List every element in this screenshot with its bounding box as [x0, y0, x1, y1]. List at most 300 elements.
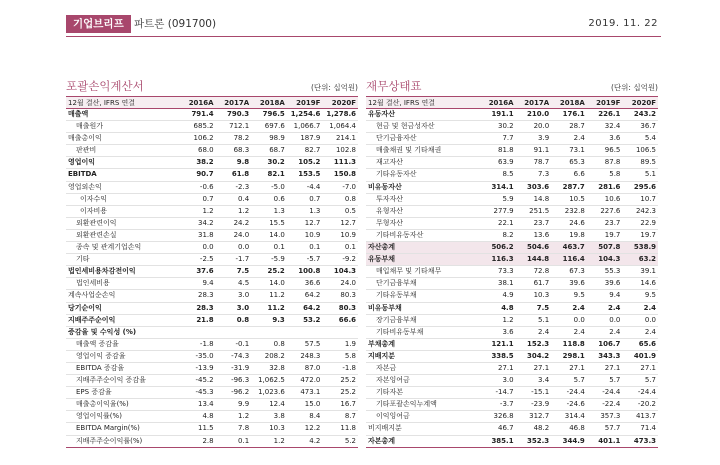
income-cell: 0.1 — [322, 242, 358, 254]
balance-cell: 3.9 — [516, 133, 552, 145]
balance-row-label: 유동부채 — [366, 254, 480, 266]
income-row-label: 외환관련이익 — [66, 217, 180, 229]
income-cell: 7.8 — [216, 423, 252, 435]
balance-cell: 67.3 — [551, 266, 587, 278]
income-row-label: 법인세비용차감전이익 — [66, 266, 180, 278]
income-row — [66, 399, 358, 411]
income-row-label: 영업외손익 — [66, 181, 180, 193]
income-cell: 57.5 — [287, 338, 323, 350]
balance-cell: 65.6 — [622, 338, 658, 350]
balance-row-label: 기타유동자산 — [366, 169, 480, 181]
income-cell: 21.8 — [180, 314, 216, 326]
income-cell — [322, 326, 358, 338]
balance-cell: 281.6 — [587, 181, 623, 193]
income-cell: 2.8 — [180, 435, 216, 447]
balance-cell: 2.4 — [551, 326, 587, 338]
balance-row-label: 비유동자산 — [366, 181, 480, 193]
income-row-label: 지배주주순이익 — [66, 314, 180, 326]
income-row — [66, 193, 358, 205]
balance-cell: 10.7 — [622, 193, 658, 205]
balance-row — [366, 181, 658, 193]
income-cell: 1.2 — [251, 435, 287, 447]
income-row-label: 매출액 증감율 — [66, 338, 180, 350]
income-cell: 12.2 — [287, 423, 323, 435]
income-row — [66, 254, 358, 266]
balance-cell: 27.1 — [551, 362, 587, 374]
income-row — [66, 133, 358, 145]
balance-cell: -24.4 — [587, 387, 623, 399]
balance-year-header: 2017A — [516, 97, 552, 109]
income-row-label: 영업이익률(%) — [66, 411, 180, 423]
balance-row — [366, 169, 658, 181]
balance-cell: 22.9 — [622, 217, 658, 229]
income-cell: 796.5 — [251, 109, 287, 121]
balance-row-label: 장기금융부채 — [366, 314, 480, 326]
balance-row-label: 기타유동부채 — [366, 290, 480, 302]
balance-cell: 232.8 — [551, 205, 587, 217]
balance-row-label: 자본총계 — [366, 435, 480, 447]
income-cell: 90.7 — [180, 169, 216, 181]
income-cell: 0.8 — [251, 338, 287, 350]
balance-cell: 46.7 — [480, 423, 516, 435]
income-cell: 36.6 — [287, 278, 323, 290]
balance-row — [366, 121, 658, 133]
income-cell: -5.9 — [251, 254, 287, 266]
income-cell: 25.2 — [322, 387, 358, 399]
income-cell: 80.3 — [322, 290, 358, 302]
income-cell: 1.2 — [216, 411, 252, 423]
balance-cell: 401.1 — [587, 435, 623, 447]
balance-sheet-table — [366, 96, 658, 448]
balance-cell: 116.3 — [480, 254, 516, 266]
company-name: 파트론 (091700) — [134, 18, 217, 30]
income-cell: 82.7 — [287, 145, 323, 157]
income-cell: -1.8 — [180, 338, 216, 350]
income-cell: 5.2 — [322, 435, 358, 447]
balance-cell: 176.1 — [551, 109, 587, 121]
balance-cell: 27.1 — [622, 362, 658, 374]
income-cell: 12.4 — [251, 399, 287, 411]
income-cell: 68.0 — [180, 145, 216, 157]
balance-row-label: 단기금융자산 — [366, 133, 480, 145]
income-cell: -9.2 — [322, 254, 358, 266]
income-cell: 1,066.7 — [287, 121, 323, 133]
income-cell: 38.2 — [180, 157, 216, 169]
balance-cell: 2.4 — [551, 133, 587, 145]
income-cell: 53.2 — [287, 314, 323, 326]
income-row-label: 계속사업순손익 — [66, 290, 180, 302]
balance-cell: 36.7 — [622, 121, 658, 133]
income-row-label: EBITDA — [66, 169, 180, 181]
income-cell: 87.0 — [287, 362, 323, 374]
balance-sheet-panel — [366, 78, 658, 448]
income-row-label: EBITDA 증감율 — [66, 362, 180, 374]
balance-cell: 57.7 — [587, 423, 623, 435]
balance-cell: 152.3 — [516, 338, 552, 350]
income-cell: 105.2 — [287, 157, 323, 169]
income-cell: 32.8 — [251, 362, 287, 374]
income-cell: 214.1 — [322, 133, 358, 145]
balance-cell: 2.4 — [516, 326, 552, 338]
balance-row-label: 재고자산 — [366, 157, 480, 169]
balance-cell: 121.1 — [480, 338, 516, 350]
income-cell: 12.7 — [322, 217, 358, 229]
balance-cell: 357.3 — [587, 411, 623, 423]
income-row-label: 지배주주순이익률(%) — [66, 435, 180, 447]
balance-header-row — [366, 97, 658, 109]
income-row-label: 기타 — [66, 254, 180, 266]
income-cell: -45.3 — [180, 387, 216, 399]
income-row-label: 판관비 — [66, 145, 180, 157]
income-cell: 0.0 — [180, 242, 216, 254]
balance-cell: 9.5 — [622, 290, 658, 302]
income-unit-label: (단위: 십억원) — [311, 83, 358, 92]
balance-row — [366, 399, 658, 411]
income-row-label: 외환관련손실 — [66, 229, 180, 241]
income-row — [66, 109, 358, 121]
income-cell: 16.7 — [322, 399, 358, 411]
balance-cell: 5.1 — [516, 314, 552, 326]
income-cell: -2.3 — [216, 181, 252, 193]
balance-cell: 463.7 — [551, 242, 587, 254]
income-cell: 1,064.4 — [322, 121, 358, 133]
balance-cell: 81.8 — [480, 145, 516, 157]
balance-cell: 344.9 — [551, 435, 587, 447]
balance-cell: 473.3 — [622, 435, 658, 447]
income-cell: 0.6 — [251, 193, 287, 205]
balance-cell: 5.8 — [587, 169, 623, 181]
income-header-row — [66, 97, 358, 109]
balance-year-header: 2020F — [622, 97, 658, 109]
income-cell: 11.2 — [251, 290, 287, 302]
balance-cell: 78.7 — [516, 157, 552, 169]
income-row-label: 영업이익 증감율 — [66, 350, 180, 362]
income-row-label: 영업이익 — [66, 157, 180, 169]
balance-year-header: 2016A — [480, 97, 516, 109]
income-cell: 1,278.6 — [322, 109, 358, 121]
income-cell: 11.2 — [251, 302, 287, 314]
income-row-label: 지배주주순이익 증감율 — [66, 375, 180, 387]
income-row-label: EPS 증감율 — [66, 387, 180, 399]
balance-row — [366, 133, 658, 145]
income-cell: 100.8 — [287, 266, 323, 278]
income-cell: 8.4 — [287, 411, 323, 423]
income-cell: -2.5 — [180, 254, 216, 266]
income-year-header: 2017A — [216, 97, 252, 109]
income-cell: 9.4 — [180, 278, 216, 290]
balance-cell: 504.6 — [516, 242, 552, 254]
balance-cell: 314.4 — [551, 411, 587, 423]
balance-year-header: 2018A — [551, 97, 587, 109]
balance-cell: 38.1 — [480, 278, 516, 290]
income-row — [66, 217, 358, 229]
income-cell: 4.8 — [180, 411, 216, 423]
income-cell: 791.4 — [180, 109, 216, 121]
balance-cell: 55.3 — [587, 266, 623, 278]
balance-cell: 10.3 — [516, 290, 552, 302]
income-cell: 15.5 — [251, 217, 287, 229]
balance-row-label: 기타자본 — [366, 387, 480, 399]
balance-cell: 144.8 — [516, 254, 552, 266]
income-year-header: 2018A — [251, 97, 287, 109]
balance-cell: 8.5 — [480, 169, 516, 181]
income-cell — [287, 326, 323, 338]
income-cell: 9.8 — [216, 157, 252, 169]
balance-cell: -14.7 — [480, 387, 516, 399]
balance-cell: 19.7 — [622, 229, 658, 241]
balance-cell: 116.4 — [551, 254, 587, 266]
balance-cell: 23.7 — [516, 217, 552, 229]
balance-cell: 5.7 — [551, 375, 587, 387]
balance-cell: 19.8 — [551, 229, 587, 241]
balance-cell: 2.4 — [551, 302, 587, 314]
income-cell: -0.1 — [216, 338, 252, 350]
income-cell: 150.8 — [322, 169, 358, 181]
income-cell: 1,023.6 — [251, 387, 287, 399]
income-cell: 4.5 — [216, 278, 252, 290]
income-cell: 1.2 — [180, 205, 216, 217]
balance-row — [366, 350, 658, 362]
header-divider — [66, 36, 661, 37]
income-cell: 0.1 — [251, 242, 287, 254]
balance-year-header: 2019F — [587, 97, 623, 109]
income-row — [66, 242, 358, 254]
income-cell: 0.8 — [322, 193, 358, 205]
income-cell: 61.8 — [216, 169, 252, 181]
balance-cell: 13.6 — [516, 229, 552, 241]
income-cell: 1,254.6 — [287, 109, 323, 121]
income-cell: 790.3 — [216, 109, 252, 121]
income-cell: 24.2 — [216, 217, 252, 229]
income-cell: 104.3 — [322, 266, 358, 278]
income-cell: 9.9 — [216, 399, 252, 411]
balance-cell: 0.0 — [587, 314, 623, 326]
income-cell: 25.2 — [251, 266, 287, 278]
income-cell: 28.3 — [180, 302, 216, 314]
balance-cell: 73.3 — [480, 266, 516, 278]
income-cell: 66.6 — [322, 314, 358, 326]
balance-cell: 4.8 — [480, 302, 516, 314]
income-cell: 10.3 — [251, 423, 287, 435]
income-cell: 14.0 — [251, 278, 287, 290]
balance-cell: 22.1 — [480, 217, 516, 229]
income-row — [66, 435, 358, 447]
income-cell: -5.7 — [287, 254, 323, 266]
balance-cell: 243.2 — [622, 109, 658, 121]
balance-cell: -3.7 — [480, 399, 516, 411]
balance-row — [366, 109, 658, 121]
income-year-header: 2019F — [287, 97, 323, 109]
balance-cell: 14.6 — [622, 278, 658, 290]
balance-cell: 277.9 — [480, 205, 516, 217]
income-cell: 78.2 — [216, 133, 252, 145]
income-cell: -96.3 — [216, 375, 252, 387]
balance-cell: 298.1 — [551, 350, 587, 362]
balance-cell: 87.8 — [587, 157, 623, 169]
income-cell: 28.3 — [180, 290, 216, 302]
balance-cell: 65.3 — [551, 157, 587, 169]
balance-row-label: 자산총계 — [366, 242, 480, 254]
income-row — [66, 302, 358, 314]
income-cell: -74.3 — [216, 350, 252, 362]
balance-row — [366, 423, 658, 435]
income-cell: 248.3 — [287, 350, 323, 362]
balance-column-header: 12월 결산, IFRS 연결 — [366, 97, 480, 109]
balance-cell: 10.5 — [551, 193, 587, 205]
balance-cell: 251.5 — [516, 205, 552, 217]
balance-row — [366, 145, 658, 157]
balance-cell: 5.9 — [480, 193, 516, 205]
balance-cell: 401.9 — [622, 350, 658, 362]
balance-cell: 9.5 — [551, 290, 587, 302]
income-cell: 102.8 — [322, 145, 358, 157]
income-cell — [216, 326, 252, 338]
balance-row-label: 지배지분 — [366, 350, 480, 362]
balance-cell: 32.4 — [587, 121, 623, 133]
balance-cell: 2.4 — [587, 302, 623, 314]
balance-row — [366, 302, 658, 314]
balance-row-label: 투자자산 — [366, 193, 480, 205]
income-cell: 9.3 — [251, 314, 287, 326]
income-cell: -31.9 — [216, 362, 252, 374]
balance-cell: 61.7 — [516, 278, 552, 290]
income-row — [66, 181, 358, 193]
income-cell: 24.0 — [322, 278, 358, 290]
balance-cell: 91.1 — [516, 145, 552, 157]
balance-row-label: 이익잉여금 — [366, 411, 480, 423]
income-cell: 30.2 — [251, 157, 287, 169]
balance-row-label: 단기금융부채 — [366, 278, 480, 290]
balance-cell: 20.0 — [516, 121, 552, 133]
income-statement-title: 포괄손익계산서 — [66, 79, 144, 93]
balance-cell: 295.6 — [622, 181, 658, 193]
balance-cell: 5.1 — [622, 169, 658, 181]
balance-row — [366, 435, 658, 447]
income-row-label: EBITDA Margin(%) — [66, 423, 180, 435]
balance-row — [366, 193, 658, 205]
balance-row-label: 유형자산 — [366, 205, 480, 217]
balance-cell: 23.7 — [587, 217, 623, 229]
balance-cell: 106.7 — [587, 338, 623, 350]
income-cell: 11.5 — [180, 423, 216, 435]
balance-cell: 30.2 — [480, 121, 516, 133]
income-cell: 0.8 — [216, 314, 252, 326]
income-cell: 697.6 — [251, 121, 287, 133]
income-cell: 0.1 — [287, 242, 323, 254]
balance-row — [366, 314, 658, 326]
income-year-header: 2016A — [180, 97, 216, 109]
balance-cell: 118.8 — [551, 338, 587, 350]
income-row-label: 이자비용 — [66, 205, 180, 217]
balance-row — [366, 411, 658, 423]
income-cell: 80.3 — [322, 302, 358, 314]
income-statement-table — [66, 96, 358, 448]
balance-row-label: 자본금 — [366, 362, 480, 374]
income-cell: 0.7 — [180, 193, 216, 205]
report-header — [0, 0, 720, 32]
balance-cell: 3.0 — [480, 375, 516, 387]
income-cell: 473.1 — [287, 387, 323, 399]
report-date: 2019. 11. 22 — [588, 18, 658, 29]
balance-cell: 72.8 — [516, 266, 552, 278]
income-row-label: 매출총이익율(%) — [66, 399, 180, 411]
balance-cell: 9.4 — [587, 290, 623, 302]
balance-cell: 39.1 — [622, 266, 658, 278]
income-row-label: 매출액 — [66, 109, 180, 121]
balance-row-label: 비유동부채 — [366, 302, 480, 314]
income-column-header: 12월 결산, IFRS 연결 — [66, 97, 180, 109]
income-cell: 1.3 — [287, 205, 323, 217]
balance-cell: 73.1 — [551, 145, 587, 157]
balance-row — [366, 205, 658, 217]
balance-cell: 287.7 — [551, 181, 587, 193]
income-row — [66, 145, 358, 157]
balance-cell: 3.6 — [587, 133, 623, 145]
balance-cell: 7.5 — [516, 302, 552, 314]
income-row — [66, 387, 358, 399]
income-cell: 208.2 — [251, 350, 287, 362]
balance-row — [366, 242, 658, 254]
income-cell: -13.9 — [180, 362, 216, 374]
income-row — [66, 290, 358, 302]
income-row — [66, 169, 358, 181]
income-cell: 4.2 — [287, 435, 323, 447]
balance-cell: -24.4 — [622, 387, 658, 399]
income-cell: -1.7 — [216, 254, 252, 266]
income-row-label: 당기순이익 — [66, 302, 180, 314]
balance-cell: 538.9 — [622, 242, 658, 254]
balance-row — [366, 266, 658, 278]
balance-sheet-title: 재무상태표 — [366, 79, 422, 93]
balance-row — [366, 375, 658, 387]
income-cell: 472.0 — [287, 375, 323, 387]
balance-cell: 191.1 — [480, 109, 516, 121]
balance-cell: 27.1 — [587, 362, 623, 374]
balance-cell: 0.0 — [622, 314, 658, 326]
balance-cell: 5.7 — [622, 375, 658, 387]
income-cell: 0.5 — [322, 205, 358, 217]
balance-cell: 63.9 — [480, 157, 516, 169]
income-cell: 712.1 — [216, 121, 252, 133]
balance-cell: -20.2 — [622, 399, 658, 411]
balance-cell: 89.5 — [622, 157, 658, 169]
income-cell: 68.3 — [216, 145, 252, 157]
balance-row-label: 비지배지분 — [366, 423, 480, 435]
balance-cell: 507.8 — [587, 242, 623, 254]
income-cell: 1,062.5 — [251, 375, 287, 387]
income-row — [66, 278, 358, 290]
income-cell: 8.7 — [322, 411, 358, 423]
income-cell: 1.2 — [216, 205, 252, 217]
income-statement-panel — [66, 78, 358, 448]
balance-row — [366, 387, 658, 399]
balance-row-label: 기타비유동자산 — [366, 229, 480, 241]
balance-row — [366, 217, 658, 229]
balance-cell: 71.4 — [622, 423, 658, 435]
income-cell: 64.2 — [287, 290, 323, 302]
income-cell: 11.8 — [322, 423, 358, 435]
balance-cell: 2.4 — [622, 302, 658, 314]
income-cell: 106.2 — [180, 133, 216, 145]
income-cell: 3.0 — [216, 290, 252, 302]
balance-row — [366, 326, 658, 338]
income-cell: 685.2 — [180, 121, 216, 133]
balance-cell: 10.6 — [587, 193, 623, 205]
income-cell: -1.8 — [322, 362, 358, 374]
income-row — [66, 326, 358, 338]
balance-cell: 314.1 — [480, 181, 516, 193]
income-row-label: 매출원가 — [66, 121, 180, 133]
